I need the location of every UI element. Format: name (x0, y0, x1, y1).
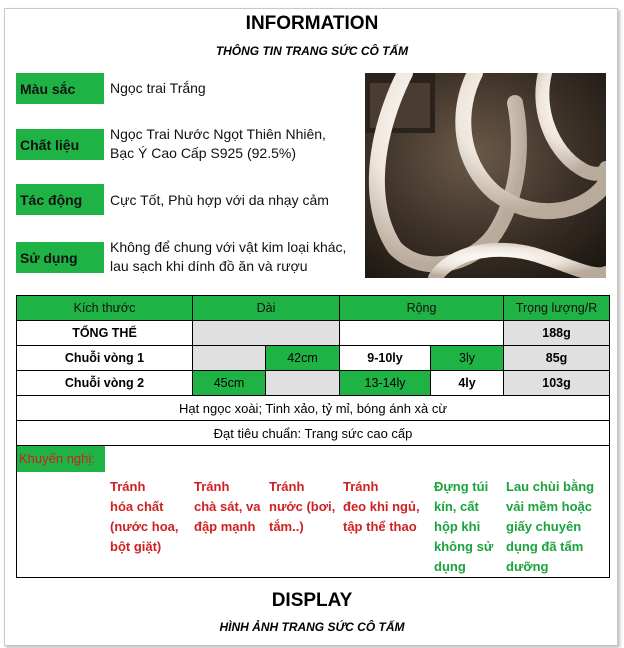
color-label: Màu sắc (16, 73, 104, 104)
advice-line: đeo khi ngủ, (343, 499, 420, 514)
header-width: Rộng (340, 296, 504, 321)
advice-line: dụng (434, 559, 466, 574)
advice-line: Tránh (343, 479, 379, 494)
header-length: Dài (193, 296, 340, 321)
advice-line: Tránh (110, 479, 146, 494)
usage-value-line: lau sạch khi dính đồ ăn và rượu (110, 258, 308, 274)
advice-line: bột giặt) (110, 539, 162, 554)
usage-value (110, 238, 346, 276)
advice-line: vải mềm hoặc (506, 499, 592, 514)
material-value-line: Bạc Ý Cao Cấp S925 (92.5%) (110, 145, 296, 161)
table-note-row (17, 421, 610, 446)
advice-line: dụng đã tẩm (506, 539, 584, 554)
color-value (110, 79, 206, 98)
advice-line: (nước hoa, (110, 519, 179, 534)
advice-label: Khuyến nghị: (17, 446, 105, 472)
advice-line: giấy chuyên (506, 519, 582, 534)
advice-line: tập thể thao (343, 519, 417, 534)
advice-line: dưỡng (506, 559, 549, 574)
table-row (17, 321, 610, 346)
table-note-row (17, 396, 610, 421)
advice-line: Đựng túi (434, 479, 489, 494)
table-cell: 4ly (431, 371, 504, 396)
row-weight: 85g (504, 346, 610, 371)
table-row (17, 346, 610, 371)
advice-item (110, 477, 179, 557)
row-name: TỔNG THỂ (17, 321, 193, 346)
material-value (110, 125, 326, 163)
pearl-necklace-photo (365, 73, 606, 278)
advice-line: kín, cất (434, 499, 479, 514)
table-cell (340, 321, 504, 346)
effect-value-line: Cực Tốt, Phù hợp với da nhạy cảm (110, 192, 329, 208)
effect-label: Tác động (16, 184, 104, 215)
usage-value-line: Không để chung với vật kim loại khác, (110, 239, 347, 255)
material-label: Chất liệu (16, 129, 104, 160)
table-cell: 42cm (266, 346, 340, 371)
usage-label: Sử dụng (16, 242, 104, 273)
header-size: Kích thước (17, 296, 193, 321)
advice-line: chà sát, va (194, 499, 261, 514)
color-value-line: Ngọc trai Trắng (110, 80, 206, 96)
advice-line: hộp khi (434, 519, 481, 534)
advice-item (343, 477, 420, 537)
table-cell (193, 346, 266, 371)
table-cell: 3ly (431, 346, 504, 371)
row-weight: 103g (504, 371, 610, 396)
advice-line: nước (bơi, (269, 499, 336, 514)
effect-value (110, 191, 329, 210)
standard-note: Đạt tiêu chuẩn: Trang sức cao cấp (17, 421, 610, 446)
table-cell (266, 371, 340, 396)
display-subtitle: HÌNH ẢNH TRANG SỨC CÔ TẤM (219, 620, 405, 634)
display-title: DISPLAY (271, 590, 353, 611)
advice-item (269, 477, 335, 537)
advice-line: tắm..) (269, 519, 304, 534)
advice-line: đập mạnh (194, 519, 256, 534)
advice-line: Tránh (269, 479, 305, 494)
advice-line: Tránh (194, 479, 230, 494)
table-cell (193, 321, 340, 346)
advice-line: hóa chất (110, 499, 164, 514)
pearl-note: Hạt ngọc xoài; Tinh xảo, tỷ mỉ, bóng ánh xà cừ (17, 396, 610, 421)
row-name: Chuỗi vòng 1 (17, 346, 193, 371)
advice-line: không sử (434, 539, 494, 554)
advice-item (434, 477, 493, 577)
row-weight: 188g (504, 321, 610, 346)
info-subtitle: THÔNG TIN TRANG SỨC CÔ TẤM (215, 44, 409, 58)
advice-line: Lau chùi bằng (506, 479, 595, 494)
table-row (17, 371, 610, 396)
header-weight: Trọng lượng/R (504, 296, 610, 321)
material-value-line: Ngọc Trai Nước Ngọt Thiên Nhiên, (110, 126, 326, 142)
table-header-row (17, 296, 610, 321)
advice-item (194, 477, 261, 537)
info-title: INFORMATION (245, 13, 379, 34)
table-cell: 45cm (193, 371, 266, 396)
row-name: Chuỗi vòng 2 (17, 371, 193, 396)
table-cell: 9-10ly (340, 346, 431, 371)
advice-item (506, 477, 594, 577)
table-cell: 13-14ly (340, 371, 431, 396)
